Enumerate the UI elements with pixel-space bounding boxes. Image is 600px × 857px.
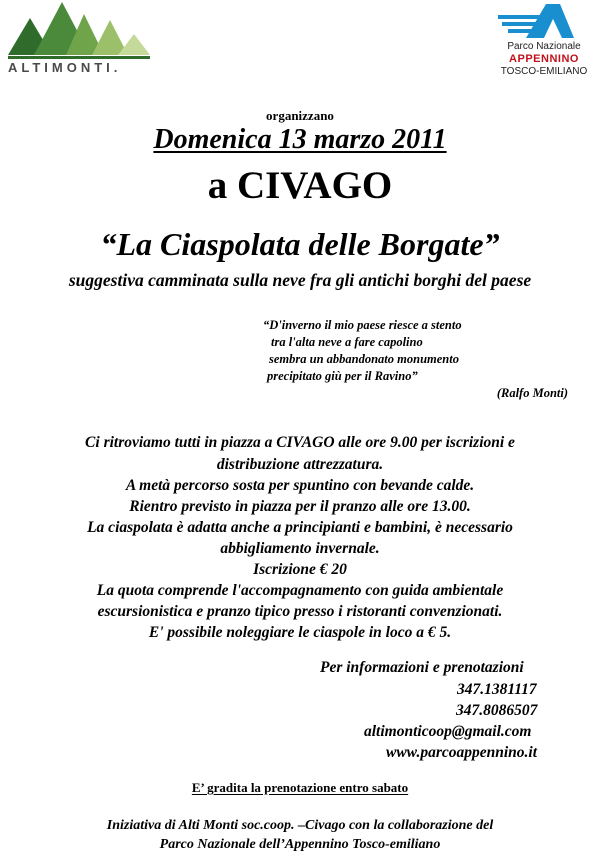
event-title: “La Ciaspolata delle Borgate” xyxy=(100,226,500,262)
altimonti-logo xyxy=(6,0,156,80)
parco-appennino-logo xyxy=(488,0,600,82)
event-date xyxy=(0,124,600,156)
poem-line: precipitato giù per il Ravino” xyxy=(267,369,418,383)
detail-line: Ci ritroviamo tutti in piazza a CIVAGO alle ore 9.00 per iscrizioni e xyxy=(85,434,515,451)
detail-line: distribuzione attrezzatura. xyxy=(216,456,384,473)
parco-logo-line-3: TOSCO-EMILIANO xyxy=(500,66,588,77)
parco-logo-icon xyxy=(488,0,600,40)
event-subtitle: suggestiva camminata sulla neve fra gli antichi borghi del paese xyxy=(68,270,532,290)
detail-line: A metà percorso sosta per spuntino con bevande calde. xyxy=(125,477,475,494)
detail-line: La quota comprende l'accompagnamento con guida ambientale xyxy=(96,582,504,599)
poem-author: (Ralfo Monti) xyxy=(496,386,568,400)
detail-line: Rientro previsto in piazza per il pranzo alle ore 13.00. xyxy=(129,498,471,515)
organizers-text: organizzano xyxy=(266,108,334,123)
contact-website: www.parcoappennino.it xyxy=(386,744,538,761)
poem-line: “D'inverno il mio paese riesce a stento xyxy=(263,318,462,332)
detail-line: abbigliamento invernale. xyxy=(220,540,380,557)
detail-line: escursionistica e pranzo tipico presso i ristoranti convenzionati. xyxy=(97,603,503,620)
contact-email: altimonticoop@gmail.com xyxy=(364,723,532,740)
booking-note-text: E’ gradita la prenotazione entro sabato xyxy=(191,780,409,795)
detail-line: E' possibile noleggiare le ciaspole in loco a € 5. xyxy=(148,624,452,641)
event-date-text: Domenica 13 marzo 2011 xyxy=(153,124,447,155)
contact-heading: Per informazioni e prenotazioni xyxy=(320,659,524,676)
event-place: a CIVAGO xyxy=(207,164,393,207)
parco-logo-line-1: Parco Nazionale xyxy=(507,41,581,52)
poem-line: tra l'alta neve a fare capolino xyxy=(271,335,423,349)
footer-line-1: Iniziativa di Alti Monti soc.coop. –Civago con la collaborazione del xyxy=(106,818,494,833)
contact-phone-2: 347.8086507 xyxy=(456,702,538,719)
footer-line-2: Parco Nazionale dell’Appennino Tosco-emiliano xyxy=(159,837,441,852)
detail-line: La ciaspolata è adatta anche a principianti e bambini, è necessario xyxy=(87,519,513,536)
poem-line: sembra un abbandonato monumento xyxy=(269,352,459,366)
altimonti-logo-text: ALTIMONTI. xyxy=(8,60,122,75)
detail-line: Iscrizione € 20 xyxy=(253,561,347,578)
booking-note xyxy=(0,780,600,796)
mountains-icon xyxy=(6,0,156,62)
parco-logo-line-2: APPENNINO xyxy=(509,53,579,65)
contact-phone-1: 347.1381117 xyxy=(457,681,537,698)
